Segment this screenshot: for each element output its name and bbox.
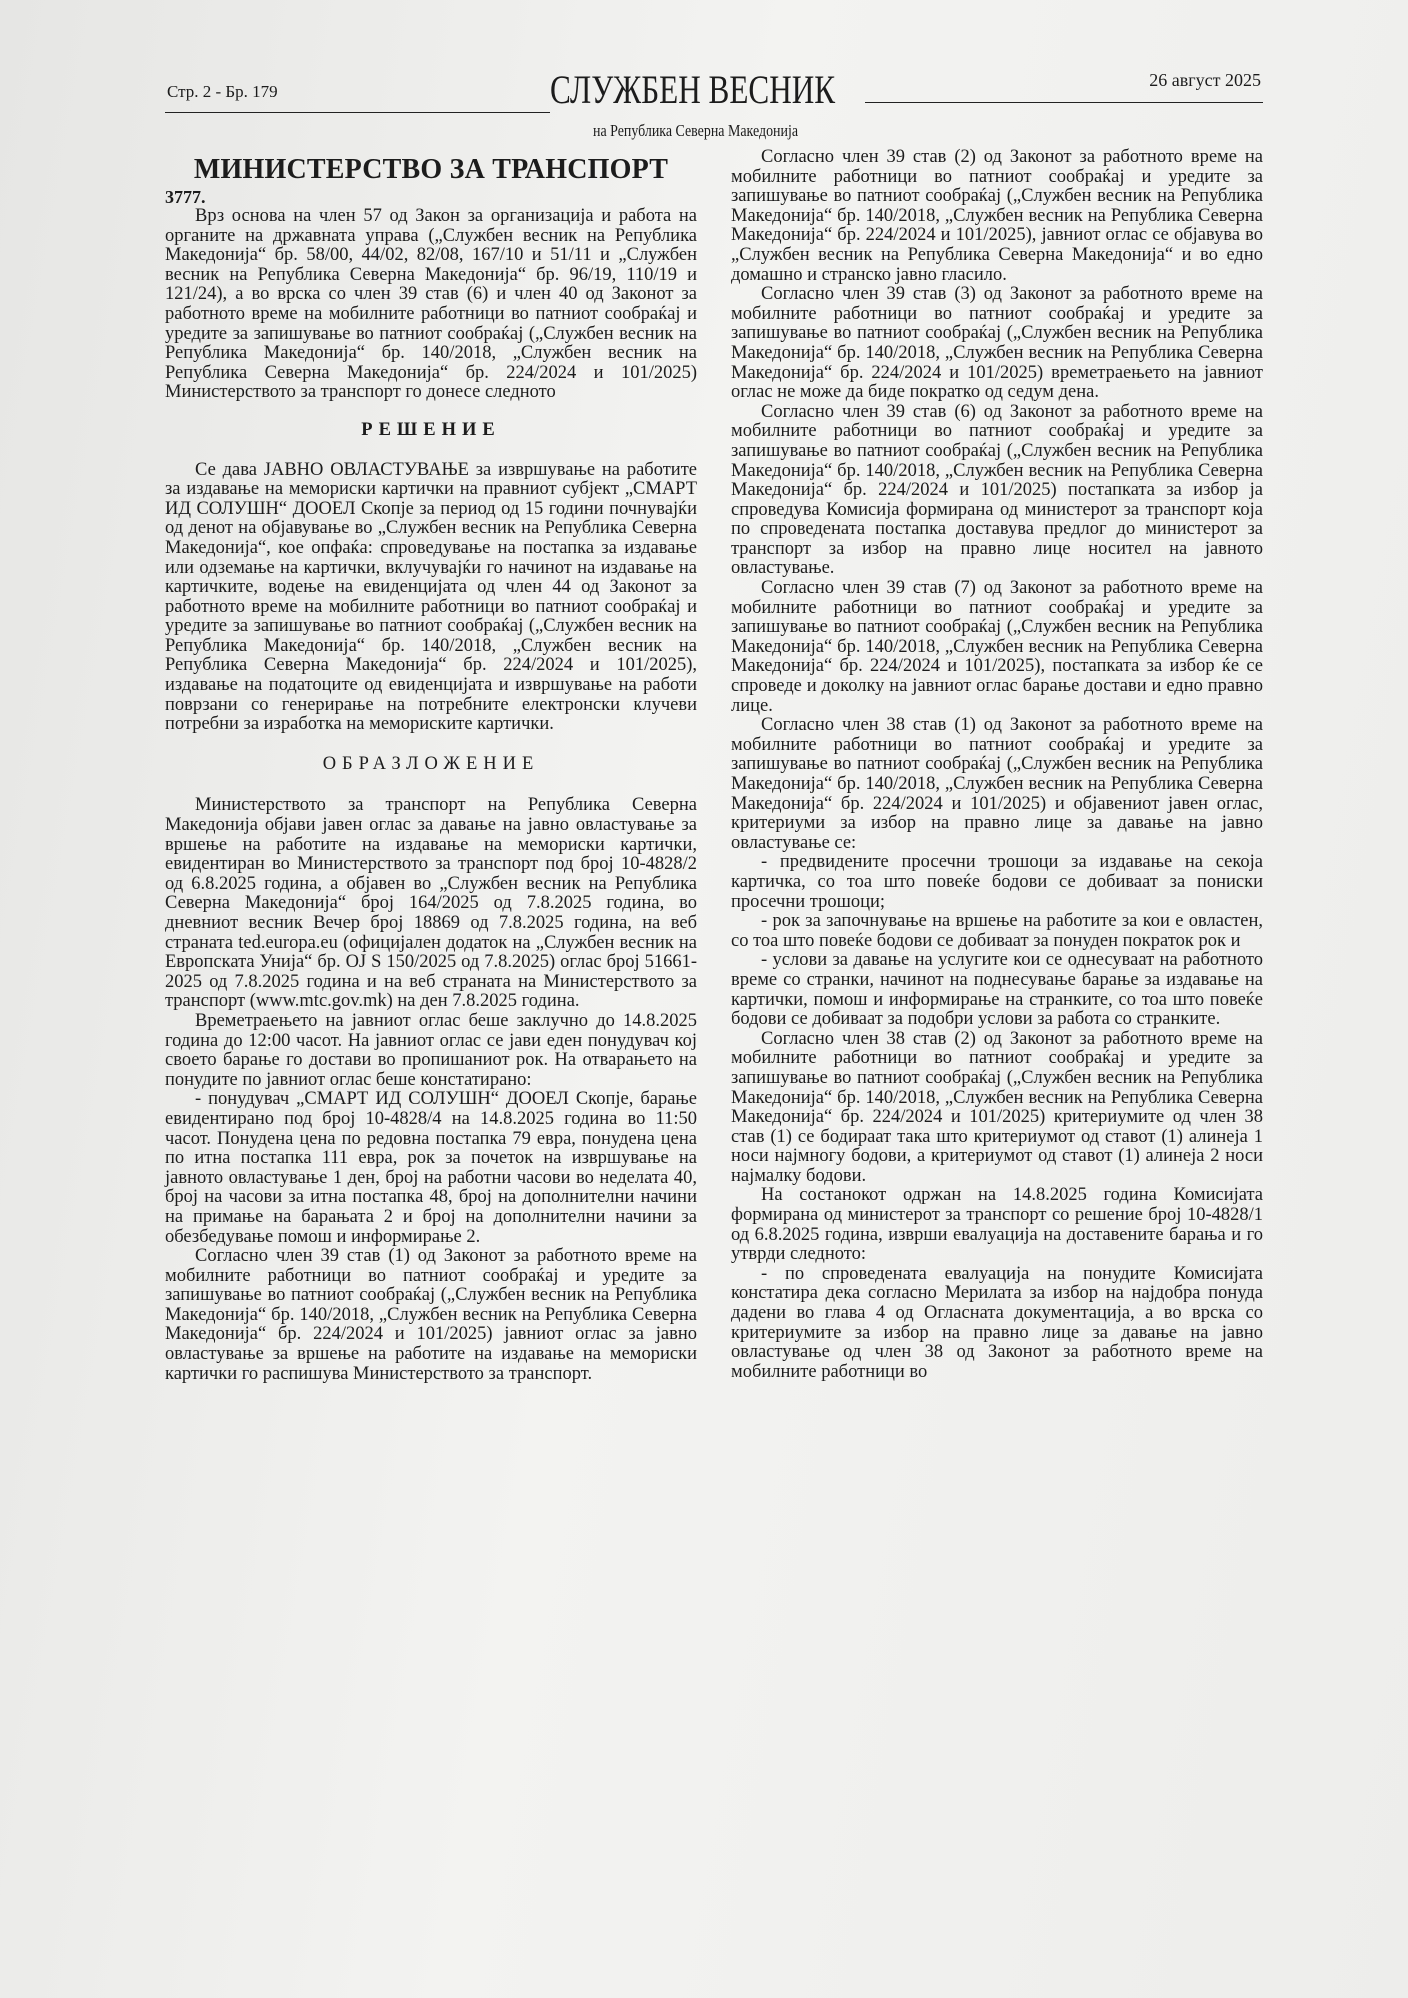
reasoning-heading: ОБРАЗЛОЖЕНИЕ <box>322 753 540 774</box>
reasoning-paragraph: Согласно член 38 став (2) од Законот за работното време на мобилните работници во патниот сообраќај и уредите за запишување во патниот сообраќај („Службен весник на Република Македонија“ бр. 140/2018, „Службен весник на Република Северна Македонија“ бр. 224/2024 и 101/2025) критериумите од член 38 став (1) се бодираат така што критериумот од ставот (1) алинеја 1 носи најмногу бодови, а критериумот од ставот (1) алинеја 2 носи најмалку бодови. <box>731 1028 1263 1186</box>
issue-date: 26 август 2025 <box>1149 70 1261 90</box>
page-reference: Стр. 2 - Бр. 179 <box>167 82 278 101</box>
reasoning-paragraph: Согласно член 39 став (3) од Законот за работното време на мобилните работници во патниот сообраќај и уредите за запишување во патниот сообраќај („Службен весник на Република Македонија“ бр. 140/2018, „Службен весник на Република Северна Македонија“ бр. 224/2024 и 101/2025) времетраењето на јавниот оглас не може да биде пократко од седум дена. <box>731 284 1263 403</box>
criteria-item: - предвидените просечни трошоци за издавање на секоја картичка, со тоа што повеќе бодови се добиваат за пониски просечни трошоци; <box>731 852 1263 912</box>
page-header <box>165 60 1263 150</box>
gazette-subtitle: на Република Северна Македонија <box>593 121 799 140</box>
reasoning-paragraph: На состанокот одржан на 14.8.2025 година Комисијата формирана од министерот за транспорт со решение број 10-4828/1 од 6.8.2025 година, изврши евалуација на доставените барања и го утврди следното: <box>731 1185 1263 1265</box>
decision-heading: РЕШЕНИЕ <box>361 419 501 440</box>
criteria-item: - рок за започнување на вршење на работите за кои е овластен, со тоа што повеќе бодови се добиваат за понуден пократок рок и <box>731 911 1263 951</box>
right-column <box>731 148 1263 1382</box>
decision-paragraph: Се дава ЈАВНО ОВЛАСТУВАЊЕ за извршување на работите за издавање на мемориски картички на правниот субјект „СМАРТ ИД СОЛУШН“ ДООЕЛ Скопје за период од 15 години почнувајќи од денот на објавување во „Службен весник на Република Северна Македонија“, кое опфаќа: спроведување на постапка за издавање или одземање на картички, вклучувајќи го начинот на издавање на картичките, водење на евиденцијата од член 44 од Законот за работното време на мобилните работници во патниот сообраќај и уредите за запишување во патниот сообраќај („Службен весник на Република Македонија“ бр. 140/2018, „Службен весник на Република Северна Македонија“ бр. 224/2024 и 101/2025), издавање на податоците од евиденцијата и извршување на работи поврзани со генерирање на потребните електронски клучеви потребни за изработка на мемориските картички. <box>165 459 697 735</box>
header-rule-right <box>865 102 1263 103</box>
reasoning-paragraph: Согласно член 39 став (2) од Законот за работното време на мобилните работници во патниот сообраќај и уредите за запишување во патниот сообраќај („Службен весник на Република Македонија“ бр. 140/2018, „Службен весник на Република Северна Македонија“ бр. 224/2024 и 101/2025), јавниот оглас се објавува во „Службен весник на Република Северна Македонија“ и во едно домашно и странско јавно гласило. <box>731 147 1263 285</box>
criteria-item: - услови за давање на услугите кои се однесуваат на работното време со странки, начинот на поднесување барање за издавање на картички, помош и информирање на странките, со тоа што повеќе бодови се добиваат за подобри услови за работа со странките. <box>731 950 1263 1030</box>
reasoning-paragraph: Согласно член 39 став (1) од Законот за работното време на мобилните работници во патниот сообраќај и уредите за запишување во патниот сообраќај („Службен весник на Република Македонија“ бр. 140/2018, „Службен весник на Република Северна Македонија“ бр. 224/2024 и 101/2025) јавниот оглас за јавно овластување за вршење на работите на издавање на мемориски картички го распишува Министерството за транспорт. <box>165 1246 697 1384</box>
reasoning-paragraph: Согласно член 39 став (6) од Законот за работното време на мобилните работници во патниот сообраќај и уредите за запишување во патниот сообраќај („Службен весник на Република Македонија“ бр. 140/2018, „Службен весник на Република Северна Македонија“ бр. 224/2024 и 101/2025) постапката за избор ја спроведува Комисија формирана од министерот за транспорт која по спроведената постапка доставува предлог до министерот за транспорт за избор на правно лице носител на јавното овластување. <box>731 401 1263 579</box>
reasoning-paragraph: - понудувач „СМАРТ ИД СОЛУШН“ ДООЕЛ Скопје, барање евидентирано под број 10-4828/4 на 14.8.2025 година во 11:50 часот. Понудена цена по редовна постапка 79 евра, понудена цена по итна постапка 111 евра, рок за почеток на извршување на јавното овластување 1 ден, број на работни часови во неделата 40, број на часови за итна постапка 48, број на дополнителни начини на примање на барањата 2 и број на дополнителни начини за обезбедување помош и информирање 2. <box>165 1089 697 1247</box>
gazette-title: СЛУЖБЕН ВЕСНИК <box>550 67 836 112</box>
reasoning-paragraph: Согласно член 38 став (1) од Законот за работното време на мобилните работници во патниот сообраќај и уредите за запишување во патниот сообраќај („Службен весник на Република Македонија“ бр. 140/2018, „Службен весник на Република Северна Македонија“ бр. 224/2024 и 101/2025) и објавениот јавен оглас, критериуми за избор на правно лице за давање на јавно овластување се: <box>731 715 1263 853</box>
intro-paragraph: Врз основа на член 57 од Закон за организација и работа на органите на државната управа („Службен весник на Република Македонија“ бр. 58/00, 44/02, 82/08, 167/10 и 51/11 и „Службен весник на Република Северна Македонија“ бр. 96/19, 110/19 и 121/24), а во врска со член 39 став (6) и член 40 од Законот за работното време на мобилните работници во патниот сообраќај и уредите за запишување во патниот сообраќај („Службен весник на Република Македонија“ бр. 140/2018, „Службен весник на Република Северна Македонија“ бр. 224/2024 и 101/2025) Министерството за транспорт го донесе следното <box>165 206 697 403</box>
header-rule-left <box>165 112 550 113</box>
reasoning-paragraph: Времетраењето на јавниот оглас беше заклучно до 14.8.2025 година до 12:00 часот. На јавниот оглас се јави еден понудувач кој своето барање го достави во пропишаниот рок. На отварањето на понудите по јавниот оглас беше констатирано: <box>165 1010 697 1090</box>
reasoning-paragraph: Министерството за транспорт на Република Северна Македонија објави јавен оглас за давање на јавно овластување за вршење на работите на издавање на мемориски картички, евидентиран во Министерството за транспорт под број 10-4828/2 од 6.8.2025 година, а објавен во „Службен весник на Република Северна Македонија“ број 164/2025 од 7.8.2025 година, во дневниот весник Вечер број 18869 од 7.8.2025 година, на веб страната ted.europa.eu (официјален додаток на „Службен весник на Европската Унија“ бр. OJ S 150/2025 од 7.8.2025) оглас број 51661-2025 од 7.8.2025 година и на веб страната на Министерството за транспорт (www.mtc.gov.mk) на ден 7.8.2025 година. <box>165 795 697 1012</box>
reasoning-paragraph: Согласно член 39 став (7) од Законот за работното време на мобилните работници во патниот сообраќај и уредите за запишување во патниот сообраќај („Службен весник на Република Македонија“ бр. 140/2018, „Службен весник на Република Северна Македонија“ бр. 224/2024 и 101/2025), постапката за избор ќе се спроведе и доколку на јавниот оглас барање достави и едно правно лице. <box>731 578 1263 716</box>
act-number: 3777. <box>165 187 206 207</box>
left-column <box>165 148 697 1384</box>
ministry-heading: МИНИСТЕРСТВО ЗА ТРАНСПОРТ <box>193 154 669 185</box>
reasoning-paragraph: - по спроведената евалуација на понудите Комисијата констатира дека согласно Мерилата за избор на најдобра понуда дадени во глава 4 од Огласната документација, а во врска со критериумите за избор на правно лице за давање на јавно овластување од член 38 од Законот за работното време на мобилните работници во <box>731 1263 1263 1382</box>
